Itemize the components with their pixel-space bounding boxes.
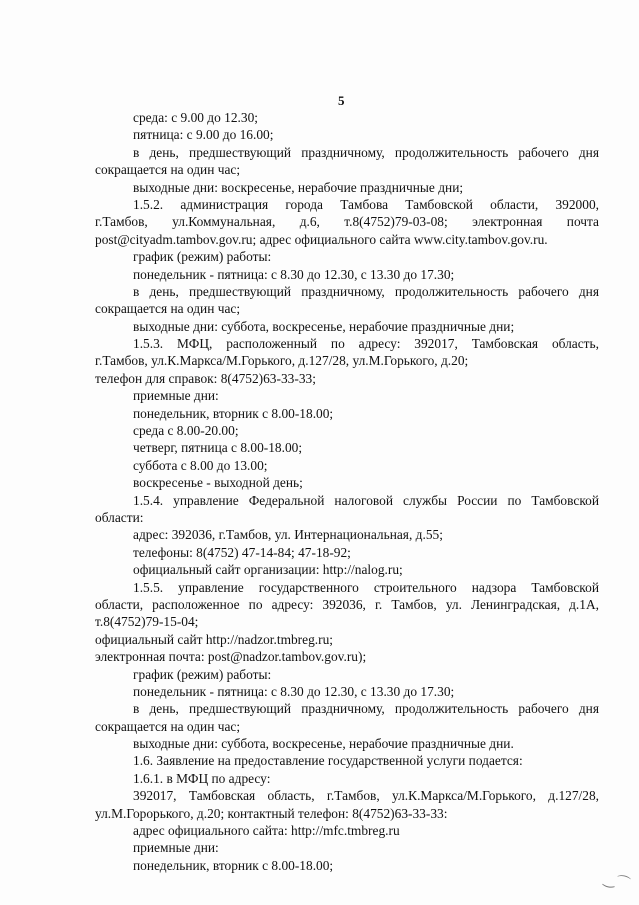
- text-line: воскресенье - выходной день;: [133, 475, 303, 491]
- text-line: сокращается на один час;: [95, 301, 241, 317]
- text-line: т.8(4752)79-15-04;: [95, 614, 199, 630]
- document-body: [95, 109, 599, 874]
- text-line: 1.5.5. управление государственного строительного надзора Тамбовской: [133, 579, 599, 595]
- text-line: понедельник, вторник с 8.00-18.00;: [133, 857, 334, 873]
- text-line: официальный сайт http://nadzor.tmbreg.ru;: [95, 631, 333, 647]
- text-line: сокращается на один час;: [95, 718, 241, 734]
- text-line: телефон для справок: 8(4752)63-33-33;: [95, 370, 316, 386]
- text-line: г.Тамбов, ул.К.Маркса/М.Горького, д.127/28, ул.М.Горького, д.20;: [95, 353, 469, 369]
- text-line: в день, предшествующий праздничному, продолжительность рабочего дня: [133, 283, 599, 299]
- text-line: в день, предшествующий праздничному, продолжительность рабочего дня: [133, 701, 599, 717]
- text-line: 1.5.4. управление Федеральной налоговой службы России по Тамбовской: [133, 492, 599, 508]
- text-line: 1.6. Заявление на предоставление государственной услуги подается:: [133, 753, 523, 769]
- text-line: 1.6.1. в МФЦ по адресу:: [133, 770, 271, 786]
- text-line: выходные дни: суббота, воскресенье, нерабочие праздничные дни.: [133, 736, 514, 752]
- text-line: приемные дни:: [133, 840, 219, 856]
- text-line: понедельник - пятница: с 8.30 до 12.30, с 13.30 до 17.30;: [133, 683, 455, 699]
- text-line: адрес: 392036, г.Тамбов, ул. Интернациональная, д.55;: [133, 527, 443, 543]
- text-line: среда: с 9.00 до 12.30;: [133, 110, 259, 125]
- text-line: телефоны: 8(4752) 47-14-84; 47-18-92;: [133, 544, 351, 560]
- text-line: в день, предшествующий праздничному, продолжительность рабочего дня: [133, 144, 599, 160]
- text-line: области, расположенное по адресу: 392036, г. Тамбов, ул. Ленинградская, д.1А,: [95, 596, 599, 612]
- text-line: выходные дни: воскресенье, нерабочие праздничные дни;: [133, 179, 464, 195]
- text-line: 1.5.3. МФЦ, расположенный по адресу: 392017, Тамбовская область,: [133, 336, 599, 352]
- text-line: области:: [95, 509, 144, 525]
- text-line: адрес официального сайта: http://mfc.tmbreg.ru: [133, 823, 400, 839]
- page-number: 5: [338, 93, 345, 108]
- scan-artifact: ‿⌒: [602, 872, 632, 893]
- text-line: среда с 8.00-20.00;: [133, 423, 239, 439]
- text-line: четверг, пятница с 8.00-18.00;: [133, 440, 303, 456]
- text-line: г.Тамбов, ул.Коммунальная, д.6, т.8(4752)79-03-08; электронная почта: [95, 214, 599, 230]
- text-line: ул.М.Горорького, д.20; контактный телефон: 8(4752)63-33-33:: [95, 805, 448, 821]
- text-line: 392017, Тамбовская область, г.Тамбов, ул.К.Маркса/М.Горького, д.127/28,: [133, 788, 599, 804]
- text-line: понедельник - пятница: с 8.30 до 12.30, с 13.30 до 17.30;: [133, 266, 455, 282]
- text-line: приемные дни:: [133, 388, 219, 404]
- text-line: 1.5.2. администрация города Тамбова Тамбовской области, 392000,: [133, 196, 599, 212]
- text-line: график (режим) работы:: [133, 666, 272, 682]
- text-line: электронная почта: post@nadzor.tambov.gov.ru);: [95, 649, 367, 665]
- text-line: выходные дни: суббота, воскресенье, нерабочие праздничные дни;: [133, 318, 515, 334]
- text-line: post@cityadm.tambov.gov.ru; адрес официального сайта www.city.tambov.gov.ru.: [95, 231, 548, 247]
- text-line: официальный сайт организации: http://nalog.ru;: [133, 562, 403, 578]
- text-line: пятница: с 9.00 до 16.00;: [133, 127, 274, 143]
- text-line: график (режим) работы:: [133, 249, 272, 265]
- text-line: суббота с 8.00 до 13.00;: [133, 457, 268, 473]
- text-line: сокращается на один час;: [95, 162, 241, 178]
- text-line: понедельник, вторник с 8.00-18.00;: [133, 405, 334, 421]
